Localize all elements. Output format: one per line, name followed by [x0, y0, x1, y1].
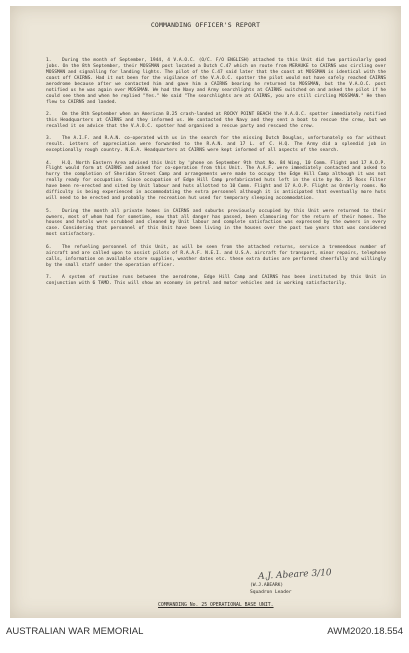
signatory-name: (W.J.ABEARK)	[250, 583, 284, 588]
paragraph-text: During the month of September, 1944, 4 V.A.O.C. (O/C. F/O ENGLISH) attached to this Unit did two particularly good jobs. On the 8th September, their MOSSMAN post located a Dutch C.47 which on route from MERAUKE to CAIRNS was circling over MOSSMAN and signalling for landing lights. The pilot of the C.47 said later that the coast at MOSSMAN is identical with the coast off CAIRNS. Had it not been for the vigilance of the V.A.O.C. spotter the pilot would not have safely reached CAIRNS aerodrome because after we contacted him and gave him a CAIRNS bearing he returned to MOSSMAN, but the V.A.O.C. post notified us he was again over MOSSMAN. We had the Navy and Army searchlights at CAIRNS switched on and asked the pilot if he could see them and when he replied "Yes." We said "The searchlights are at CAIRNS, you are still circling MOSSMAN." He then flew to CAIRNS and landed.	[46, 58, 386, 105]
paragraph-4	[46, 161, 386, 203]
paragraph-7	[46, 275, 386, 287]
paragraph-5	[46, 209, 386, 239]
signatory-title: Squadron Leader	[250, 590, 292, 595]
paragraph-text: A system of routine runs between the aerodrome, Edge Hill Camp and CAIRNS has been instituted by this Unit in conjunction with 6 TAMD. This will show an economy in petrol and motor vehicles and is working satisfactorily.	[46, 274, 386, 286]
paragraph-text: H.Q. North Eastern Area advised this Unit by 'phone on September 9th that No. 84 Wing, 10 Comm. Flight and 17 A.O.P. Flight would form at CAIRNS and asked for co-operation from this Unit. The A.A.F. were immediately contacted and asked to hurry the completion of Sheridan Street Camp and arrangements were made to occupy the Edge Hill Camp although it was not really ready for occupation. Since occupation of Edge Hill Camp prefabricated huts left in the site by No. 35 Ross Filter have been re-erected and sited by Unit labour and huts allotted to 10 Comm. Flight and 17 A.O.P. Flight as Orderly rooms. No difficulty is being experienced in accommodating the extra personnel although it is anticipated that eventually more huts will need to be erected and probably the recreation hut used for temporary sleeping accommodation.	[46, 160, 386, 202]
paragraph-number: 2.	[46, 112, 52, 118]
unit-designation: COMMANDING No. 25 OPERATIONAL BASE UNIT.	[158, 603, 274, 608]
archive-footer	[0, 618, 409, 653]
archive-name: AUSTRALIAN WAR MEMORIAL	[6, 626, 144, 637]
paragraph-number: 5.	[46, 208, 52, 214]
accession-number: AWM2020.18.554	[327, 626, 403, 637]
paragraph-number: 7.	[46, 274, 52, 280]
paragraph-number: 3.	[46, 136, 52, 142]
handwritten-signature: A.J. Abeare 3/10	[257, 568, 332, 582]
document-page	[10, 6, 401, 618]
report-body	[46, 58, 386, 293]
paragraph-3	[46, 136, 386, 154]
paragraph-text: The A.I.F. and R.A.N. co-operated with us in the search for the missing Dutch Douglas, unfortunately so far without result. Letters of appreciation were forwarded to the R.A.N. and 17 L. of C. H.Q. The Army did a splendid job in exceptionally rough country. N.E.A. Headquarters at CAIRNS were kept informed of all aspects of the search.	[46, 136, 386, 154]
paragraph-number: 1.	[46, 58, 52, 63]
paragraph-1	[46, 58, 386, 106]
paragraph-text: The refueling personnel of this Unit, as will be seen from the attached returns, service a tremendous number of aircraft and are called upon to assist pilots of R.A.A.F. N.E.I. and U.S.A. aircraft for transport, minor repairs, telephone calls, information on available store supplies, weather dates etc. these extra duties are performed cheerfully and willingly by the small staff under the operation officer.	[46, 244, 386, 268]
paragraph-2	[46, 112, 386, 130]
report-heading: COMMANDING OFFICER'S REPORT	[150, 21, 261, 29]
paragraph-text: On the 8th September when an American B.25 crash-landed at ROCKY POINT BEACH the V.A.O.C. spotter immediately notified this Headquarters at CAIRNS and they informed us. We contacted the Navy and they sent a boat to rescue the crew, but we recalled it on advice that the V.A.O.C. spotter had organised a rescue party and rescued the crew.	[46, 112, 386, 129]
paragraph-text: During the month all private homes in CAIRNS and suburbs previously occupied by this Unit were returned to their owners, most of whom had for sometime, now that all danger has passed, been clamouring for the return of their homes. The houses and hotels were scrubbed and cleaned by Unit labour and complete satisfaction was expressed by the owners in every case. Considering that personnel of this Unit have been living in the houses over the past two years that was considered most satisfactory.	[46, 208, 386, 238]
paragraph-6	[46, 245, 386, 269]
paragraph-number: 6.	[46, 244, 52, 250]
paragraph-number: 4.	[46, 160, 52, 166]
